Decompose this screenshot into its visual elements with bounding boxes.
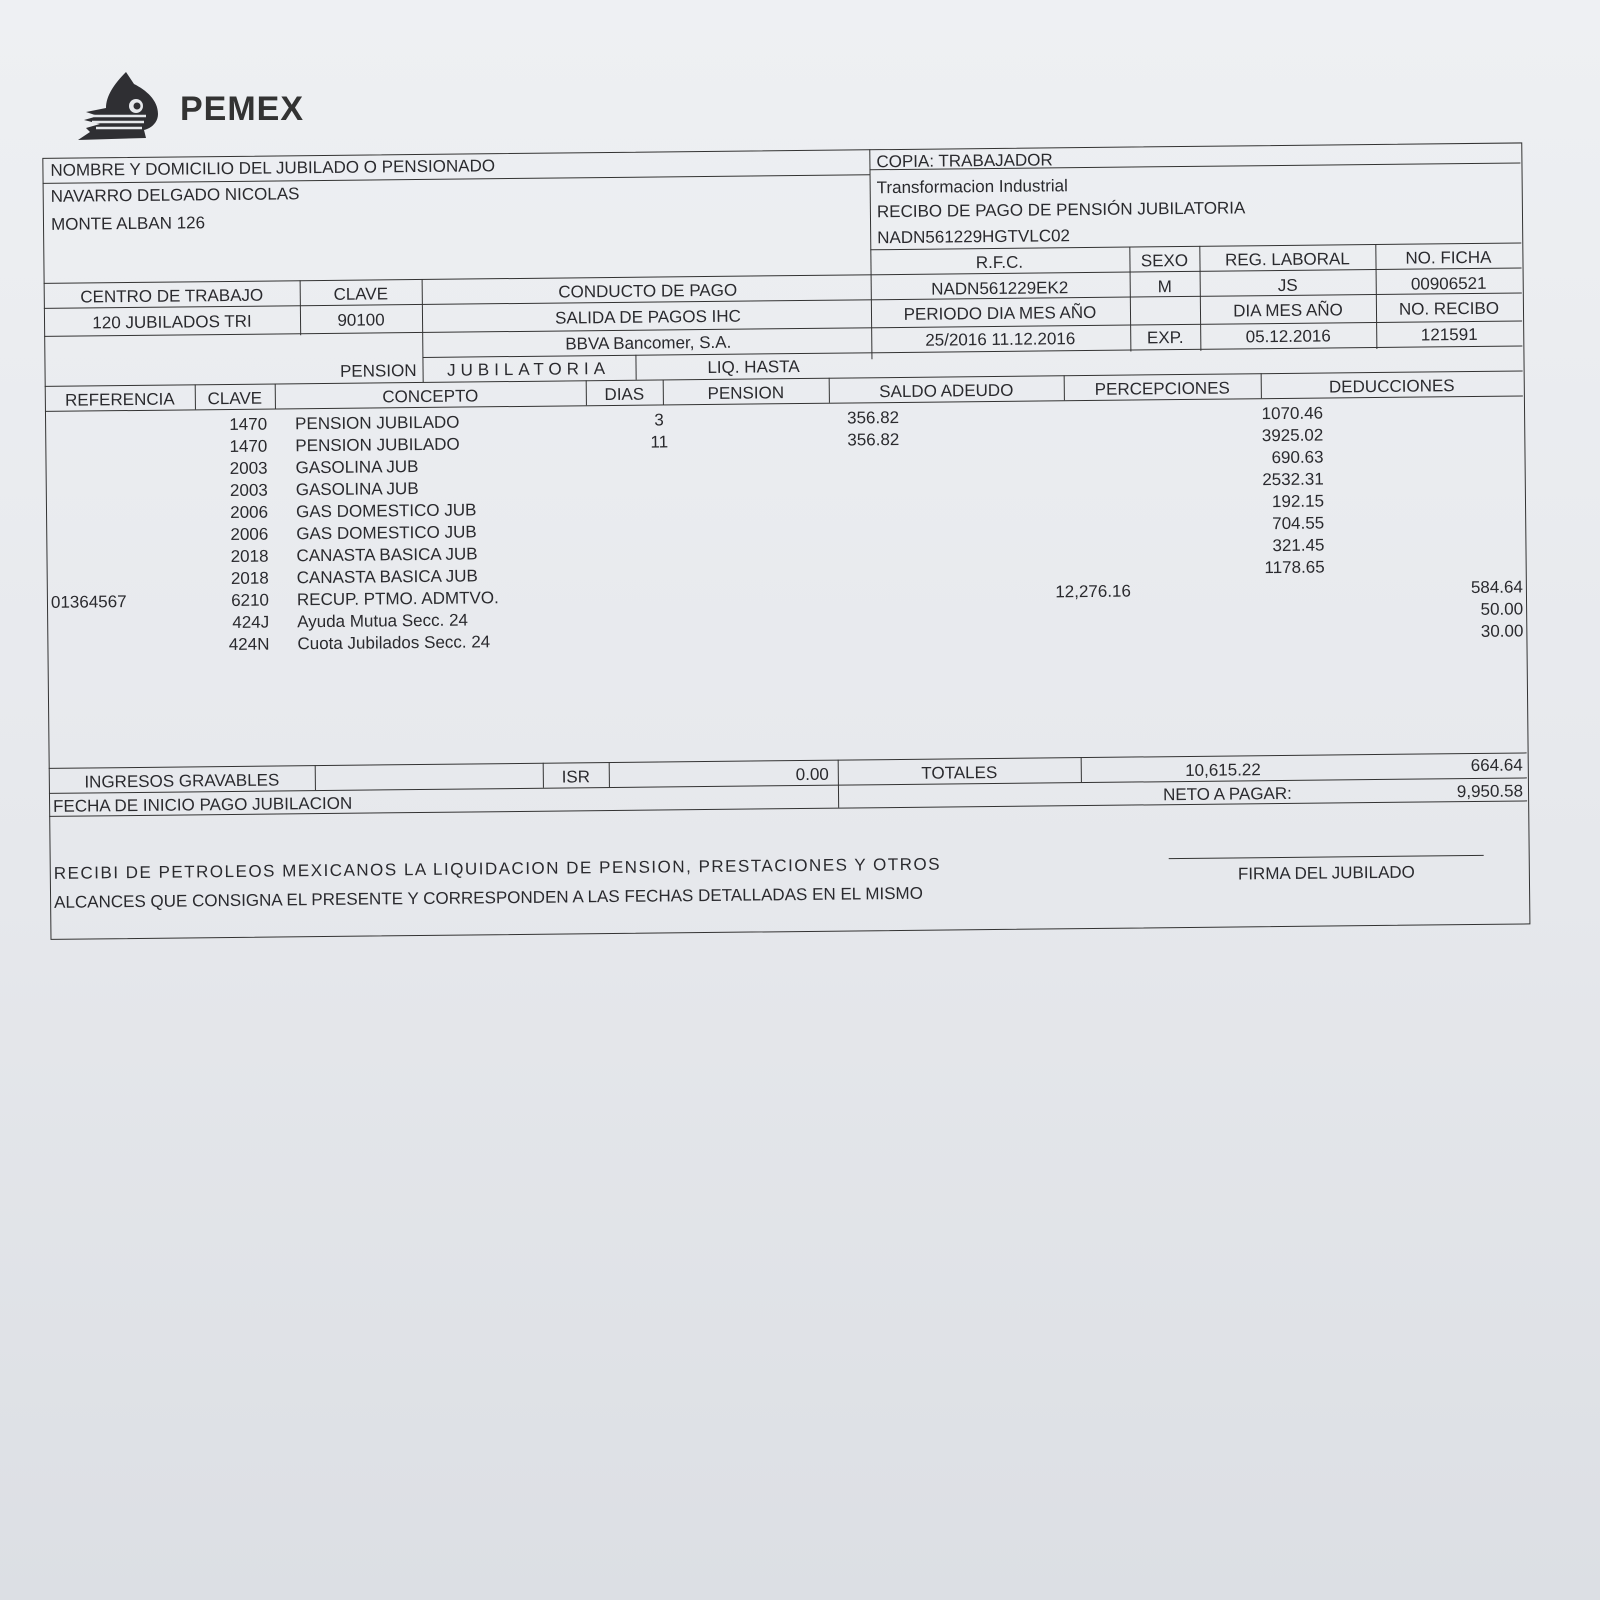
- cell-concepto: GASOLINA JUB: [295, 457, 419, 478]
- cell-referencia: 01364567: [50, 592, 127, 612]
- receipt-title: RECIBO DE PAGO DE PENSIÓN JUBILATORIA: [876, 198, 1246, 222]
- cell-percepcion: 690.63: [1271, 447, 1324, 468]
- cell-clave: 1470: [229, 414, 268, 434]
- acknowledgement-line1: RECIBI DE PETROLEOS MEXICANOS LA LIQUIDACION DE PENSION, PRESTACIONES Y OTROS: [53, 854, 942, 883]
- firma-label: FIRMA DEL JUBILADO: [1237, 862, 1415, 884]
- pension-receipt: [36, 112, 1595, 948]
- cell-concepto: Cuota Jubilados Secc. 24: [297, 632, 491, 654]
- col-referencia: REFERENCIA: [64, 389, 175, 410]
- col-dias: DIAS: [604, 384, 645, 405]
- pension-label: PENSION: [339, 361, 417, 381]
- cell-pension: 356.82: [847, 429, 900, 450]
- pensioner-address: MONTE ALBAN 126: [50, 213, 206, 234]
- cell-clave: 2003: [229, 458, 268, 478]
- total-percepciones: 10,615.22: [1185, 760, 1261, 781]
- cell-percepcion: 192.15: [1271, 491, 1325, 512]
- cell-clave: 424J: [232, 612, 270, 632]
- cell-concepto: PENSION JUBILADO: [295, 434, 460, 456]
- isr-value: 0.00: [795, 764, 829, 785]
- cell-concepto: RECUP. PTMO. ADMTVO.: [296, 588, 499, 610]
- neto-value: 9,950.58: [1456, 781, 1524, 802]
- pension-type: JUBILATORIA: [446, 359, 611, 380]
- cell-clave: 2006: [230, 524, 269, 544]
- recibo-label: NO. RECIBO: [1398, 298, 1500, 319]
- cell-concepto: GAS DOMESTICO JUB: [296, 522, 477, 544]
- cell-concepto: PENSION JUBILADO: [295, 412, 460, 434]
- copy-label: COPIA: TRABAJADOR: [876, 150, 1053, 172]
- isr-label: ISR: [561, 767, 591, 787]
- cell-deduccion: 584.64: [1470, 577, 1523, 597]
- col-clave: CLAVE: [207, 388, 263, 409]
- bank-name: BBVA Bancomer, S.A.: [565, 332, 732, 354]
- cell-dias: 11: [650, 432, 669, 452]
- cell-dias: 3: [654, 410, 664, 430]
- reg-laboral-value: JS: [1277, 275, 1298, 296]
- cell-clave: 2018: [230, 568, 269, 588]
- name-address-label: NOMBRE Y DOMICILIO DEL JUBILADO O PENSIONADO: [50, 156, 496, 180]
- cell-deduccion: 30.00: [1480, 621, 1524, 641]
- cell-percepcion: 1178.65: [1264, 557, 1325, 578]
- liq-hasta-label: LIQ. HASTA: [707, 357, 800, 377]
- acknowledgement-line2: ALCANCES QUE CONSIGNA EL PRESENTE Y CORRESPONDEN A LAS FECHAS DETALLADAS EN EL MISMO: [54, 883, 923, 912]
- exp-date: 05.12.2016: [1245, 326, 1331, 347]
- cell-clave: 2006: [230, 502, 269, 522]
- neto-label: NETO A PAGAR:: [1162, 783, 1292, 805]
- cell-concepto: CANASTA BASICA JUB: [296, 566, 478, 588]
- centro-value: 120 JUBILADOS TRI: [92, 311, 252, 333]
- periodo-value: 25/2016 11.12.2016: [925, 329, 1076, 350]
- sexo-label: SEXO: [1140, 250, 1189, 271]
- pemex-wordmark: PEMEX: [180, 90, 305, 128]
- col-deducciones: DEDUCCIONES: [1328, 376, 1455, 397]
- cell-percepcion: 1070.46: [1261, 403, 1324, 424]
- cell-saldo: 12,276.16: [1055, 581, 1132, 602]
- cell-clave: 1470: [229, 436, 268, 456]
- conducto-label: CONDUCTO DE PAGO: [558, 280, 738, 302]
- ingresos-gravables-label: INGRESOS GRAVABLES: [84, 770, 280, 792]
- exp-label: EXP.: [1146, 327, 1184, 348]
- sexo-value: M: [1157, 277, 1172, 297]
- ficha-label: NO. FICHA: [1405, 247, 1492, 268]
- cell-concepto: Ayuda Mutua Secc. 24: [297, 610, 469, 632]
- cell-concepto: GASOLINA JUB: [295, 479, 419, 500]
- recibo-value: 121591: [1420, 324, 1478, 345]
- cell-deduccion: 50.00: [1480, 599, 1524, 619]
- cell-percepcion: 321.45: [1272, 535, 1325, 556]
- total-deducciones: 664.64: [1470, 755, 1523, 776]
- ficha-value: 00906521: [1410, 273, 1487, 294]
- conducto-value: SALIDA DE PAGOS IHC: [555, 306, 741, 328]
- business-area: Transformacion Industrial: [876, 176, 1068, 198]
- col-concepto: CONCEPTO: [382, 386, 479, 407]
- totales-label: TOTALES: [921, 762, 998, 783]
- cell-pension: 356.82: [846, 407, 900, 428]
- cell-clave: 6210: [231, 590, 270, 610]
- reg-laboral-label: REG. LABORAL: [1224, 249, 1350, 270]
- cell-concepto: GAS DOMESTICO JUB: [295, 500, 477, 522]
- cell-percepcion: 2532.31: [1262, 469, 1324, 490]
- cell-percepcion: 3925.02: [1261, 425, 1324, 446]
- cell-clave: 2003: [229, 480, 268, 500]
- cell-percepcion: 704.55: [1272, 513, 1325, 534]
- dia-mes-ano-label: DIA MES AÑO: [1233, 300, 1343, 321]
- cell-clave: 424N: [228, 634, 270, 655]
- rfc-value: NADN561229EK2: [931, 278, 1069, 299]
- cell-clave: 2018: [230, 546, 269, 566]
- pensioner-name: NAVARRO DELGADO NICOLAS: [50, 184, 300, 206]
- col-percepciones: PERCEPCIONES: [1094, 378, 1230, 399]
- curp-value: NADN561229HGTVLC02: [877, 226, 1071, 248]
- rfc-label: R.F.C.: [975, 252, 1024, 273]
- cell-concepto: CANASTA BASICA JUB: [296, 544, 478, 566]
- col-pension: PENSION: [707, 383, 785, 403]
- col-saldo-adeudo: SALDO ADEUDO: [879, 380, 1014, 402]
- clave-value: 90100: [337, 310, 385, 330]
- centro-label: CENTRO DE TRABAJO: [80, 285, 264, 307]
- periodo-label: PERIODO DIA MES AÑO: [903, 302, 1097, 324]
- fecha-inicio-label: FECHA DE INICIO PAGO JUBILACION: [53, 793, 353, 816]
- clave-label: CLAVE: [333, 284, 389, 304]
